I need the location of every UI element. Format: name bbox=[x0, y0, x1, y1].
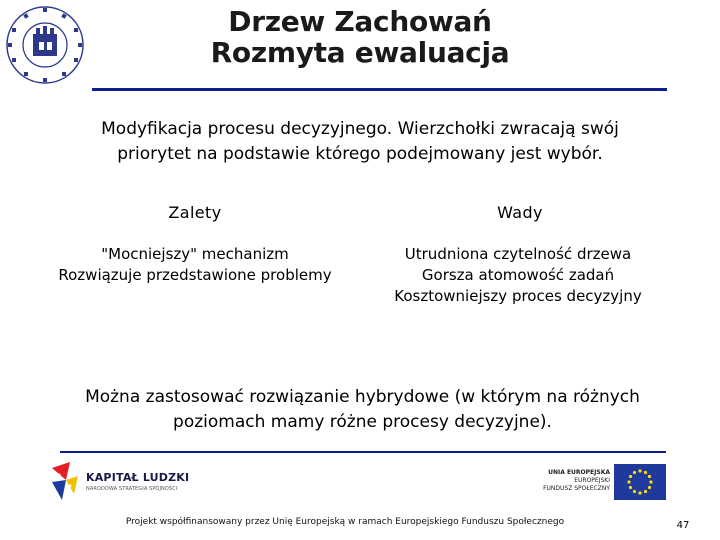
kapital-ludzki-name: KAPITAŁ LUDZKI bbox=[86, 471, 190, 484]
pros-item: Rozwiązuje przedstawione problemy bbox=[58, 266, 332, 284]
pros-list bbox=[20, 244, 370, 286]
eu-line3: FUNDUSZ SPOŁECZNY bbox=[543, 485, 610, 492]
eu-line2: EUROPEJSKI bbox=[574, 477, 610, 484]
pros-heading: Zalety bbox=[168, 203, 222, 222]
cons-list bbox=[368, 244, 668, 307]
title-divider bbox=[92, 88, 667, 91]
cons-heading: Wady bbox=[497, 203, 543, 222]
cons-item: Kosztowniejszy proces decyzyjny bbox=[394, 287, 642, 305]
slide-title bbox=[150, 6, 570, 68]
page-number: 47 bbox=[676, 520, 690, 531]
kapital-ludzki-subtitle: NARODOWA STRATEGIA SPÓJNOŚCI bbox=[86, 486, 178, 492]
pros-item: "Mocniejszy" mechanizm bbox=[101, 245, 289, 263]
slide-title-line2: Rozmyta ewaluacja bbox=[210, 36, 510, 69]
university-seal-icon bbox=[4, 4, 86, 86]
eu-logo-text bbox=[528, 469, 610, 493]
intro-line1: Modyfikacja procesu decyzyjnego. Wierzchołki zwracają swój bbox=[101, 119, 619, 139]
hybrid-note bbox=[50, 385, 675, 435]
footer-text: Projekt współfinansowany przez Unię Europejską w ramach Europejskiego Funduszu Społecznego bbox=[125, 517, 565, 527]
intro-line2: priorytet na podstawie którego podejmowany jest wybór. bbox=[117, 144, 603, 164]
hybrid-line2: poziomach mamy różne procesy decyzyjne). bbox=[173, 412, 552, 432]
cons-item: Utrudniona czytelność drzewa bbox=[404, 245, 632, 263]
eu-flag-icon bbox=[614, 464, 666, 500]
intro-paragraph bbox=[70, 117, 650, 167]
footer-divider bbox=[60, 451, 666, 453]
eu-line1: UNIA EUROPEJSKA bbox=[548, 469, 610, 476]
cons-item: Gorsza atomowość zadań bbox=[421, 266, 615, 284]
hybrid-line1: Można zastosować rozwiązanie hybrydowe (w którym na różnych bbox=[85, 387, 640, 407]
slide-title-line1: Drzew Zachowań bbox=[228, 5, 492, 38]
